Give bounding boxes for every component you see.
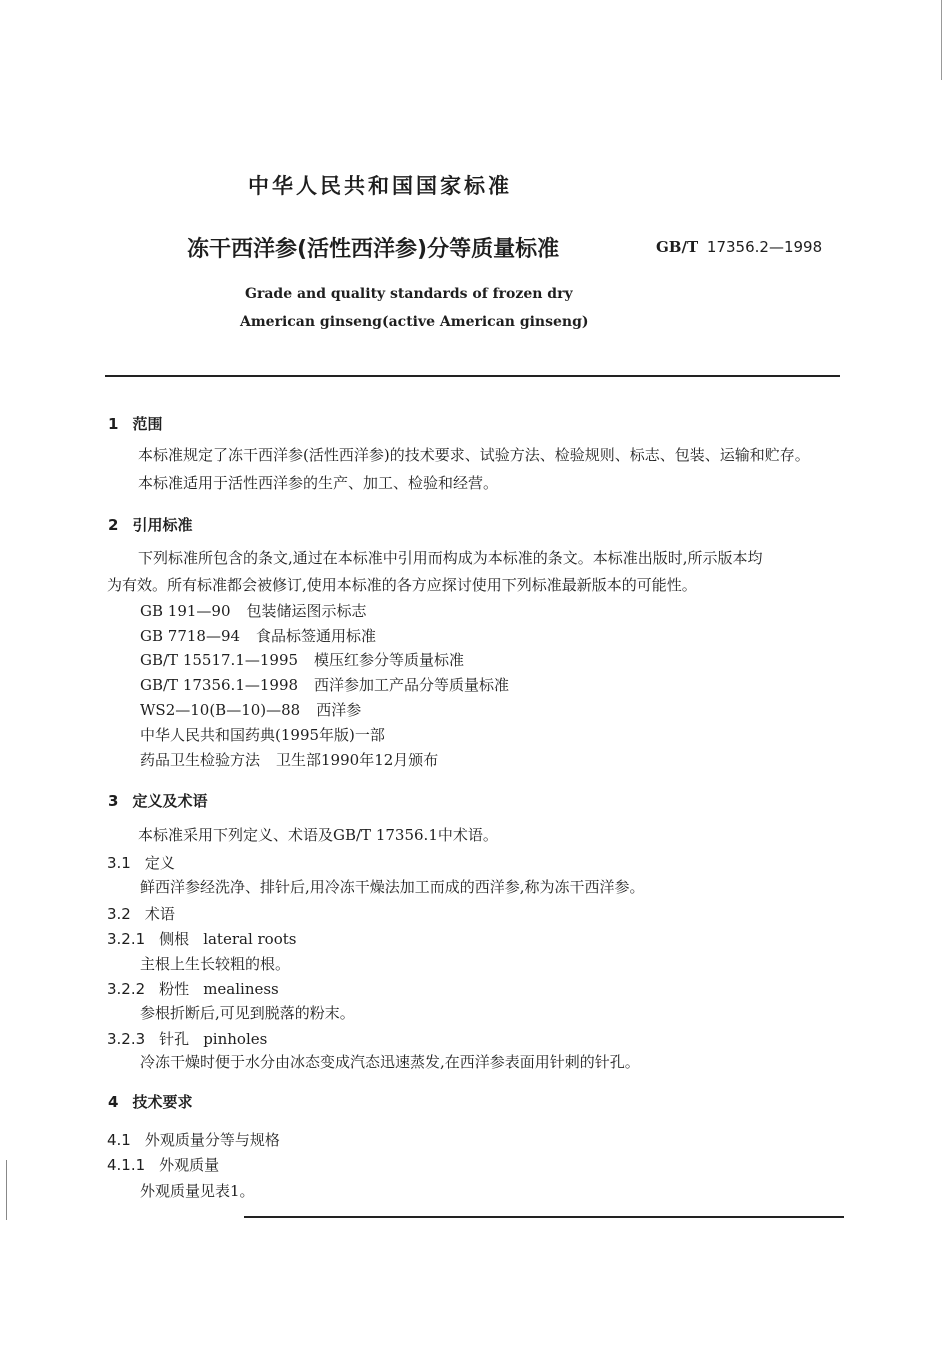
clause-3-2-3-number: 3.2.3	[107, 1030, 146, 1048]
section-2-heading	[108, 514, 192, 535]
clause-3-1-text: 鲜西洋参经洗净、排针后,用冷冻干燥法加工而成的西洋参,称为冻干西洋参。	[140, 878, 645, 896]
reference-name: 卫生部1990年12月颁布	[276, 751, 439, 769]
clause-3-2-2-heading	[107, 978, 279, 999]
reference-name: 西洋参加工产品分等质量标准	[314, 676, 510, 694]
reference-code: GB 7718—94	[140, 627, 241, 645]
clause-3-2-number: 3.2	[107, 905, 131, 923]
reference-item	[140, 649, 464, 670]
header-rule	[105, 375, 840, 377]
scan-edge-mark	[6, 1160, 7, 1220]
section-2-paragraph-line1: 下列标准所包含的条文,通过在本标准中引用而构成为本标准的条文。本标准出版时,所示版本均	[138, 549, 763, 567]
reference-code: 中华人民共和国药典(1995年版)一部	[140, 726, 385, 744]
section-1-paragraph-2: 本标准适用于活性西洋参的生产、加工、检验和经营。	[138, 474, 499, 492]
scan-edge-mark	[941, 0, 942, 80]
section-3-paragraph: 本标准采用下列定义、术语及GB/T 17356.1中术语。	[138, 826, 498, 844]
clause-4-1-1-title: 外观质量	[159, 1156, 220, 1174]
section-3-number: 3	[108, 792, 119, 810]
clause-3-2-2-term-cn: 粉性	[159, 980, 190, 998]
clause-3-2-2-text: 参根折断后,可见到脱落的粉末。	[140, 1004, 355, 1022]
clause-3-1-title: 定义	[144, 854, 175, 872]
clause-3-2-1-term-cn: 侧根	[159, 930, 190, 948]
section-1-title: 范围	[132, 415, 163, 433]
reference-item	[140, 699, 361, 720]
clause-3-2-1-term-en: lateral roots	[203, 930, 297, 948]
clause-3-2-1-text: 主根上生长较粗的根。	[140, 955, 291, 973]
clause-4-1-number: 4.1	[107, 1131, 131, 1149]
reference-name: 食品标签通用标准	[256, 627, 377, 645]
clause-3-2-2-term-en: mealiness	[203, 980, 279, 998]
section-2-title: 引用标准	[132, 516, 193, 534]
section-1-number: 1	[108, 415, 119, 433]
clause-3-2-title: 术语	[144, 905, 175, 923]
reference-name: 模压红参分等质量标准	[314, 651, 465, 669]
clause-4-1-heading	[107, 1129, 280, 1150]
standard-code-prefix: GB/T	[656, 238, 699, 256]
clause-3-2-1-number: 3.2.1	[107, 930, 146, 948]
section-1-paragraph-1: 本标准规定了冻干西洋参(活性西洋参)的技术要求、试验方法、检验规则、标志、包装、运输和贮存。	[138, 446, 810, 464]
clause-3-1-number: 3.1	[107, 854, 131, 872]
section-3-title: 定义及术语	[132, 792, 208, 810]
reference-code: WS2—10(B—10)—88	[140, 701, 301, 719]
section-4-number: 4	[108, 1093, 119, 1111]
section-3-heading	[108, 790, 207, 811]
standard-code	[656, 238, 822, 256]
clause-3-1-heading	[107, 852, 175, 873]
clause-4-1-1-number: 4.1.1	[107, 1156, 146, 1174]
clause-4-1-1-heading	[107, 1154, 219, 1175]
section-4-title: 技术要求	[132, 1093, 193, 1111]
reference-item	[140, 724, 385, 745]
section-1-heading	[108, 413, 162, 434]
clause-3-2-2-number: 3.2.2	[107, 980, 146, 998]
clause-4-1-title: 外观质量分等与规格	[144, 1131, 280, 1149]
clause-3-2-3-term-cn: 针孔	[159, 1030, 190, 1048]
reference-code: GB/T 17356.1—1998	[140, 676, 299, 694]
document-title-en-line1: Grade and quality standards of frozen dry	[245, 286, 573, 302]
clause-3-2-3-heading	[107, 1028, 267, 1049]
reference-item	[140, 674, 509, 695]
reference-name: 西洋参	[316, 701, 362, 719]
section-2-paragraph-line2: 为有效。所有标准都会被修订,使用本标准的各方应探讨使用下列标准最新版本的可能性。	[107, 576, 697, 594]
clause-3-2-1-heading	[107, 928, 296, 949]
section-2-number: 2	[108, 516, 119, 534]
footer-rule	[244, 1216, 844, 1218]
reference-name: 包装储运图示标志	[246, 602, 367, 620]
clause-3-2-heading	[107, 903, 175, 924]
reference-item	[140, 749, 438, 770]
clause-4-1-1-text: 外观质量见表1。	[140, 1182, 255, 1200]
national-standard-heading: 中华人民共和国国家标准	[248, 174, 512, 198]
reference-item	[140, 600, 367, 621]
document-title-en-line2: American ginseng(active American ginseng)	[240, 314, 589, 330]
clause-3-2-3-term-en: pinholes	[203, 1030, 268, 1048]
reference-item	[140, 625, 376, 646]
reference-code: GB 191—90	[140, 602, 231, 620]
standard-code-number: 17356.2—1998	[706, 238, 823, 256]
reference-code: 药品卫生检验方法	[140, 751, 261, 769]
reference-code: GB/T 15517.1—1995	[140, 651, 299, 669]
section-4-heading	[108, 1091, 192, 1112]
document-title-cn: 冻干西洋参(活性西洋参)分等质量标准	[187, 237, 560, 262]
clause-3-2-3-text: 冷冻干燥时便于水分由冰态变成汽态迅速蒸发,在西洋参表面用针刺的针孔。	[140, 1053, 640, 1071]
